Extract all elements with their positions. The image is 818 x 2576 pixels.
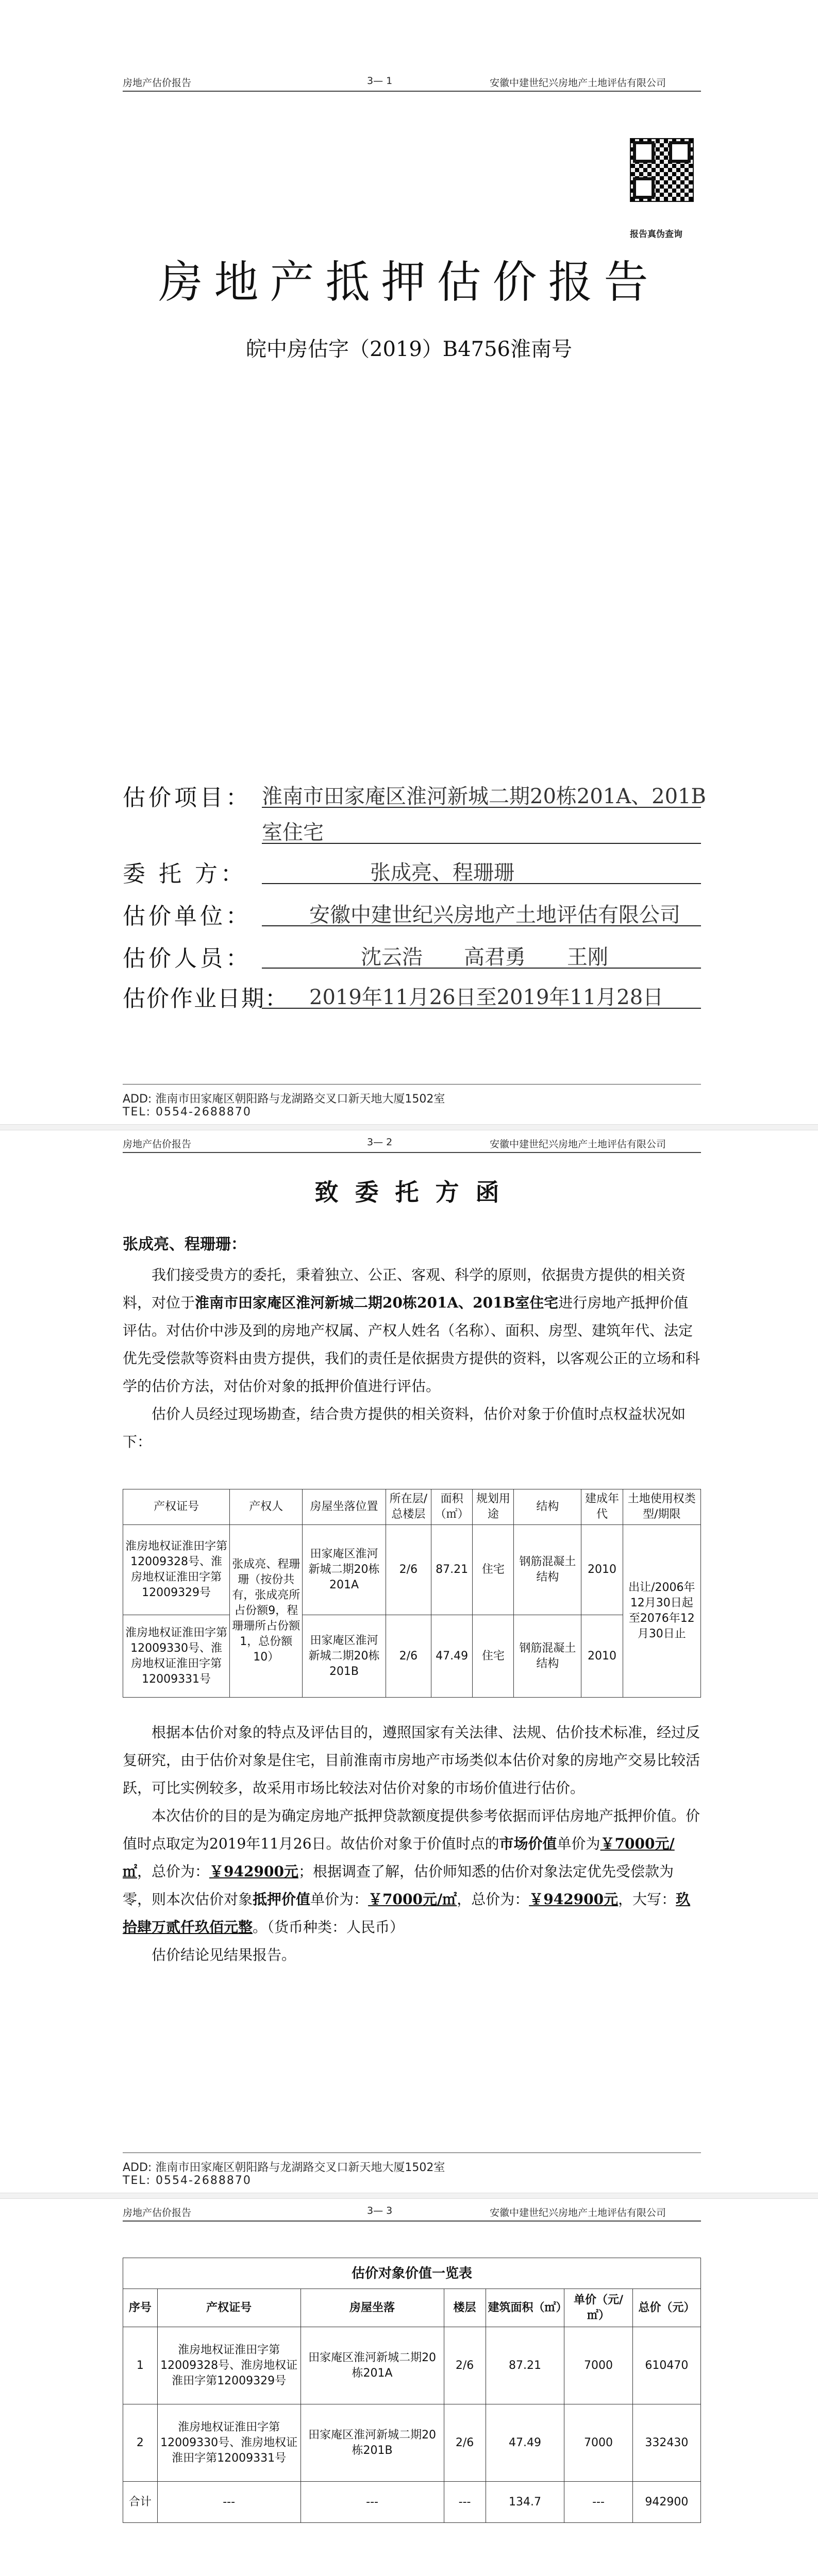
col-header: 建成年代 bbox=[581, 1489, 623, 1525]
cell-floor: 2/6 bbox=[444, 2404, 486, 2482]
p4-mortgage-value: 抵押价值 bbox=[253, 1891, 311, 1908]
field-label-client: 委 托 方： bbox=[123, 861, 246, 887]
col-header: 单价（元/㎡） bbox=[564, 2289, 632, 2327]
field-value-project: 淮南市田家庵区淮河新城二期20栋201A、201B bbox=[262, 785, 706, 808]
page-separator bbox=[0, 1124, 818, 1130]
p4-total-price-2: ￥942900元 bbox=[529, 1891, 619, 1908]
page2-header-rule bbox=[123, 1152, 701, 1153]
p1-property: 淮南市田家庵区淮河新城二期20栋201A、201B室住宅 bbox=[195, 1294, 559, 1311]
field-value-client: 张成亮、程珊珊 bbox=[370, 861, 514, 885]
cell-cert: 淮房地权证淮田字第12009328号、淮房地权证淮田字第12009329号 bbox=[157, 2327, 301, 2404]
cell-area: 47.49 bbox=[431, 1615, 473, 1698]
col-header: 楼层 bbox=[444, 2289, 486, 2327]
page-separator bbox=[0, 2193, 818, 2199]
underline bbox=[262, 925, 701, 926]
salutation: 张成亮、程珊珊： bbox=[123, 1235, 246, 1253]
col-header: 面积（㎡） bbox=[431, 1489, 473, 1525]
cell-location: 田家庵区淮河新城二期20栋201B bbox=[301, 2404, 444, 2482]
col-header: 所在层/总楼层 bbox=[386, 1489, 431, 1525]
page1-header-page: 3— 1 bbox=[367, 75, 393, 87]
report-number: 皖中房估字（2019）B4756淮南号 bbox=[246, 337, 572, 361]
cell-floor: 2/6 bbox=[386, 1525, 431, 1615]
page1-header-right: 安徽中建世纪兴房地产土地评估有限公司 bbox=[490, 77, 666, 89]
cell-floor: 2/6 bbox=[386, 1615, 431, 1698]
paragraph-3: 根据本估价对象的特点及评估目的，遵照国家有关法律、法规、估价技术标准，经过反复研究，由于估价对象是住宅，目前淮南市房地产市场类似本估价对象的房地产交易比较活跃，可比实例较多，故采用市场比较法对估价对象的市场价值进行估价。 bbox=[123, 1724, 700, 1797]
cell-use: 住宅 bbox=[473, 1615, 514, 1698]
cell-unit-price: --- bbox=[564, 2482, 632, 2523]
col-header: 总价（元） bbox=[632, 2289, 700, 2327]
cell-area: 134.7 bbox=[486, 2482, 564, 2523]
rights-table bbox=[123, 1489, 701, 1698]
table-header-row bbox=[123, 2289, 701, 2327]
paragraph-4 bbox=[123, 1802, 701, 1941]
report-title: 房地产抵押估价报告 bbox=[158, 257, 660, 308]
col-header: 产权证号 bbox=[157, 2289, 301, 2327]
cell-total: 332430 bbox=[632, 2404, 700, 2482]
underline bbox=[262, 883, 701, 884]
cell-use: 住宅 bbox=[473, 1525, 514, 1615]
p4-text: ，总价为： bbox=[137, 1863, 210, 1880]
table-row bbox=[123, 2327, 701, 2404]
p1-text-a: 我们接受贵方的委托，秉着独立、公正、客观、科学的原则，依据贵方提供的相关资料，对位于 bbox=[123, 1266, 686, 1311]
paragraph-1 bbox=[123, 1261, 701, 1400]
cell-cert: 淮房地权证淮田字第12009328号、淮房地权证淮田字第12009329号 bbox=[123, 1525, 230, 1615]
page2-header-right: 安徽中建世纪兴房地产土地评估有限公司 bbox=[490, 1139, 666, 1150]
field-label-dates: 估价作业日期： bbox=[123, 986, 289, 1012]
table-row-total bbox=[123, 2482, 701, 2523]
cell-floor: --- bbox=[444, 2482, 486, 2523]
cell-area: 87.21 bbox=[431, 1525, 473, 1615]
col-header: 序号 bbox=[123, 2289, 158, 2327]
cell-unit-price: 7000 bbox=[564, 2327, 632, 2404]
cell-total: 610470 bbox=[632, 2327, 700, 2404]
p4-text: 单价为 bbox=[557, 1835, 600, 1852]
col-header: 产权人 bbox=[230, 1489, 303, 1525]
cell-structure: 钢筋混凝土结构 bbox=[514, 1525, 581, 1615]
col-header: 土地使用权类型/期限 bbox=[623, 1489, 700, 1525]
cell-total: 942900 bbox=[632, 2482, 700, 2523]
table-row bbox=[123, 2404, 701, 2482]
cell-location: 田家庵区淮河新城二期20栋201A bbox=[303, 1525, 386, 1615]
underline bbox=[262, 843, 701, 844]
p4-text: ，大写： bbox=[618, 1891, 676, 1908]
cell-location: 田家庵区淮河新城二期20栋201B bbox=[303, 1615, 386, 1698]
p4-text: 单价为： bbox=[310, 1891, 369, 1908]
col-header: 规划用途 bbox=[473, 1489, 514, 1525]
page2-header-page: 3— 2 bbox=[367, 1137, 393, 1148]
page1-footer-address: ADD: 淮南市田家庵区朝阳路与龙湖路交叉口新天地大厦1502室 bbox=[123, 1093, 445, 1106]
table-row bbox=[123, 1525, 701, 1615]
table-header-row bbox=[123, 1489, 701, 1525]
table-title: 估价对象价值一览表 bbox=[123, 2258, 701, 2289]
p1-text-c: 进行房地产抵押价值评估。对估价中涉及到的房地产权属、产权人姓名（名称）、面积、房型、建筑年代、法定优先受偿款等资料由贵方提供，我们的责任是依据贵方提供的资料，以客观公正的立场和科学的估价方法，对估价对象的抵押价值进行评估。 bbox=[123, 1294, 700, 1395]
cell-index: 1 bbox=[123, 2327, 158, 2404]
table-title-row bbox=[123, 2258, 701, 2289]
p4-market-value: 市场价值 bbox=[499, 1835, 557, 1852]
paragraph-5: 估价结论见结果报告。 bbox=[152, 1946, 296, 1963]
cell-floor: 2/6 bbox=[444, 2327, 486, 2404]
cell-year: 2010 bbox=[581, 1615, 623, 1698]
field-label-firm: 估价单位： bbox=[123, 903, 252, 929]
col-header: 房屋坐落位置 bbox=[303, 1489, 386, 1525]
value-summary-table bbox=[123, 2258, 701, 2523]
cell-cert: --- bbox=[157, 2482, 301, 2523]
page3-header-left: 房地产估价报告 bbox=[123, 2207, 192, 2218]
cell-area: 87.21 bbox=[486, 2327, 564, 2404]
letter-title: 致 委 托 方 函 bbox=[314, 1178, 504, 1206]
cell-structure: 钢筋混凝土结构 bbox=[514, 1615, 581, 1698]
underline bbox=[262, 807, 701, 808]
field-value-firm: 安徽中建世纪兴房地产土地评估有限公司 bbox=[309, 903, 680, 927]
p4-amount-words: 玖拾肆万贰仟玖佰元整 bbox=[123, 1891, 691, 1936]
cell-location: --- bbox=[301, 2482, 444, 2523]
page2-footer-address: ADD: 淮南市田家庵区朝阳路与龙湖路交叉口新天地大厦1502室 bbox=[123, 2161, 445, 2174]
field-value-project-cont: 室住宅 bbox=[262, 821, 324, 844]
cell-location: 田家庵区淮河新城二期20栋201A bbox=[301, 2327, 444, 2404]
qr-code-icon bbox=[630, 138, 694, 202]
cell-owner: 张成亮、程珊珊（按份共有，张成亮所占份额9，程珊珊所占份额1，总份额10） bbox=[230, 1525, 303, 1698]
p4-text: 。（货币种类：人民币） bbox=[253, 1919, 405, 1936]
cell-year: 2010 bbox=[581, 1525, 623, 1615]
p4-text: ；根据调查了解，估价师知悉的估价对象法定优先受偿款为零，则本次估价对象 bbox=[123, 1863, 674, 1908]
cell-cert: 淮房地权证淮田字第12009330号、淮房地权证淮田字第12009331号 bbox=[123, 1615, 230, 1698]
cell-index: 2 bbox=[123, 2404, 158, 2482]
qr-caption: 报告真伪查询 bbox=[630, 229, 682, 240]
cell-cert: 淮房地权证淮田字第12009330号、淮房地权证淮田字第12009331号 bbox=[157, 2404, 301, 2482]
page3-header-right: 安徽中建世纪兴房地产土地评估有限公司 bbox=[490, 2207, 666, 2218]
col-header: 房屋坐落 bbox=[301, 2289, 444, 2327]
p4-unit-price-2: ￥7000元/㎡ bbox=[368, 1891, 457, 1908]
p4-text: ，总价为： bbox=[457, 1891, 529, 1908]
letter-body bbox=[123, 1261, 701, 1456]
field-value-dates: 2019年11月26日至2019年11月28日 bbox=[309, 986, 664, 1009]
underline bbox=[262, 968, 701, 969]
field-value-appraisers: 沈云浩 高君勇 王刚 bbox=[361, 945, 608, 969]
table-row bbox=[123, 1615, 701, 1698]
field-label-appraisers: 估价人员： bbox=[123, 945, 252, 972]
field-label-project: 估价项目： bbox=[123, 785, 252, 811]
col-header: 结构 bbox=[514, 1489, 581, 1525]
page1-footer-tel: TEL: 0554-2688870 bbox=[123, 1106, 252, 1118]
page1-header-left: 房地产估价报告 bbox=[123, 77, 192, 89]
cell-land-rights: 出让/2006年12月30日起至2076年12月30日止 bbox=[623, 1525, 700, 1698]
p4-text: 本次估价的目的是为确定房地产抵押贷款额度提供参考依据而评估房地产抵押价值。价值时点取定为2019年11月26日。故估价对象于价值时点的 bbox=[123, 1807, 700, 1852]
cell-index: 合计 bbox=[123, 2482, 158, 2523]
cell-unit-price: 7000 bbox=[564, 2404, 632, 2482]
paragraph-2: 估价人员经过现场勘查，结合贵方提供的相关资料，估价对象于价值时点权益状况如下： bbox=[123, 1405, 686, 1450]
page2-footer-tel: TEL: 0554-2688870 bbox=[123, 2174, 252, 2187]
page3-header-page: 3— 3 bbox=[367, 2205, 393, 2216]
page2-header-left: 房地产估价报告 bbox=[123, 1139, 192, 1150]
page3-header-rule bbox=[123, 2221, 701, 2222]
p4-total-price: ￥942900元 bbox=[209, 1863, 298, 1880]
letter-body-2 bbox=[123, 1719, 701, 1969]
page1-header-rule bbox=[123, 91, 701, 92]
p4-unit-price: ￥7000元/㎡ bbox=[123, 1835, 675, 1880]
col-header: 产权证号 bbox=[123, 1489, 230, 1525]
cell-area: 47.49 bbox=[486, 2404, 564, 2482]
underline bbox=[262, 1008, 701, 1009]
col-header: 建筑面积（㎡） bbox=[486, 2289, 564, 2327]
